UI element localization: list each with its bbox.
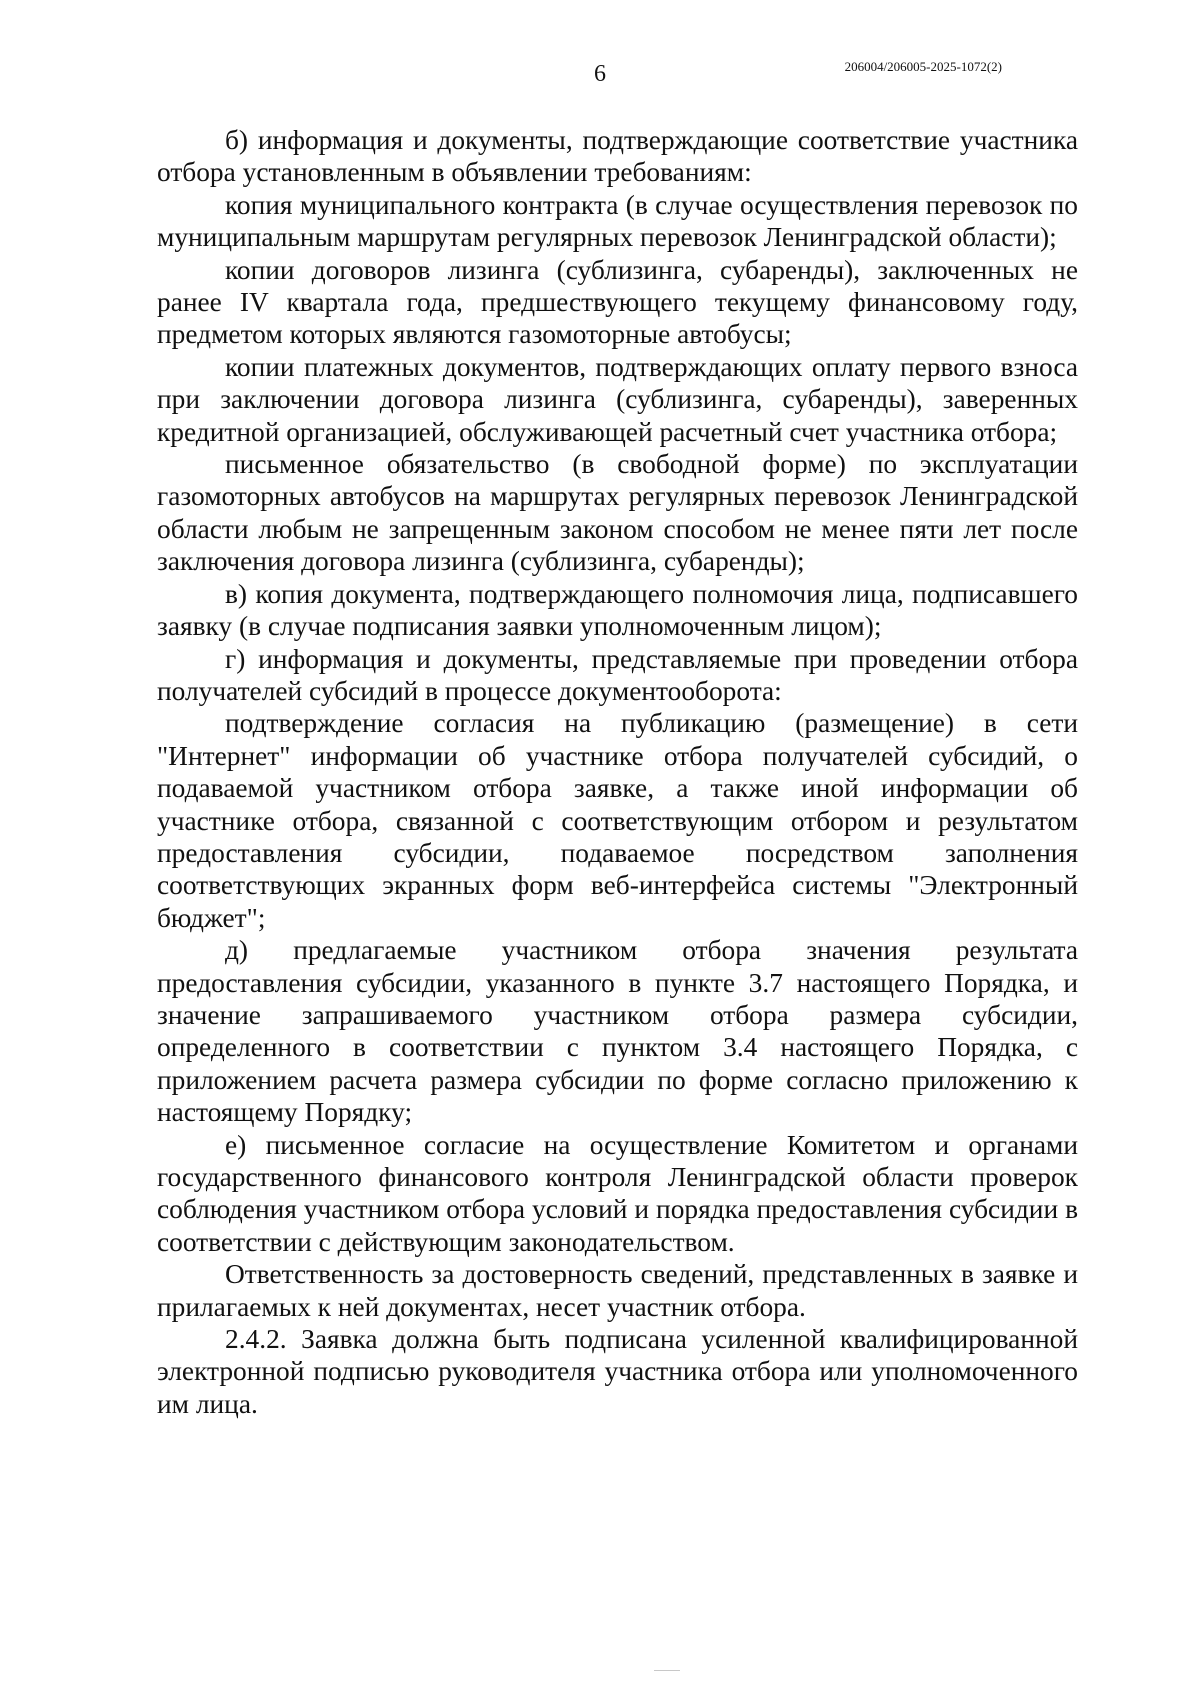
paragraph-responsibility: Ответственность за достоверность сведений, представленных в заявке и прилагаемых к ней документах, несет участник отбора. <box>157 1259 1078 1322</box>
paragraph-g-document-flow: г) информация и документы, представляемые при проведении отбора получателей субсидий в процессе документооборота: <box>157 643 1078 706</box>
paragraph-municipal-contract-copy: копия муниципального контракта (в случае осуществления перевозок по муниципальным маршрутам регулярных перевозок Ленинградской области); <box>157 189 1078 253</box>
paragraph-payment-documents-copies: копии платежных документов, подтверждающих оплату первого взноса при заключении договора лизинга (сублизинга, субаренды), заверенных кредитной организацией, обслуживающей расчетный счет участника отбора; <box>157 351 1078 447</box>
document-id: 206004/206005-2025-1072(2) <box>844 59 1002 74</box>
footer-mark <box>654 1670 680 1671</box>
paragraph-b-info-documents: б) информация и документы, подтверждающие соответствие участника отбора установленным в объявлении требованиям: <box>157 125 1078 188</box>
paragraph-d-proposed-values: д) предлагаемые участником отбора значения результата предоставления субсидии, указанного в пункте 3.7 настоящего Порядка, и значение запрашиваемого участником отбора размера субсидии, определенного в соответствии с пунктом 3.4 настоящего Порядка, с приложением расчета размера субсидии по форме согласно приложению к настоящему Порядку; <box>157 935 1078 1128</box>
paragraph-e-written-consent: е) письменное согласие на осуществление Комитетом и органами государственного финансового контроля Ленинградской области проверок соблюдения участником отбора условий и порядка предоставления субсидии в соответствии с действующим законодательством. <box>157 1129 1078 1257</box>
document-body <box>157 124 1078 1420</box>
paragraph-v-authority-document: в) копия документа, подтверждающего полномочия лица, подписавшего заявку (в случае подписания заявки уполномоченным лицом); <box>157 578 1078 642</box>
page-number: 6 <box>594 61 606 87</box>
paragraph-written-obligation: письменное обязательство (в свободной форме) по эксплуатации газомоторных автобусов на маршрутах регулярных перевозок Ленинградской области любым не запрещенным законом способом не менее пяти лет после заключения договора лизинга (сублизинга, субаренды); <box>157 449 1078 577</box>
paragraph-publication-consent: подтверждение согласия на публикацию (размещение) в сети "Интернет" информации об участнике отбора получателей субсидий, о подаваемой участником отбора заявке, а также иной информации об участнике отбора, связанной с соответствующим отбором и результатом предоставления субсидии, подаваемое посредством заполнения соответствующих экранных форм веб-интерфейса системы "Электронный бюджет"; <box>157 708 1078 933</box>
paragraph-leasing-contracts-copies: копии договоров лизинга (сублизинга, субаренды), заключенных не ранее IV квартала года, предшествующего текущему финансовому году, предметом которых являются газомоторные автобусы; <box>157 254 1078 350</box>
paragraph-2-4-2-signature: 2.4.2. Заявка должна быть подписана усиленной квалифицированной электронной подписью руководителя участника отбора или уполномоченного им лица. <box>157 1324 1078 1419</box>
